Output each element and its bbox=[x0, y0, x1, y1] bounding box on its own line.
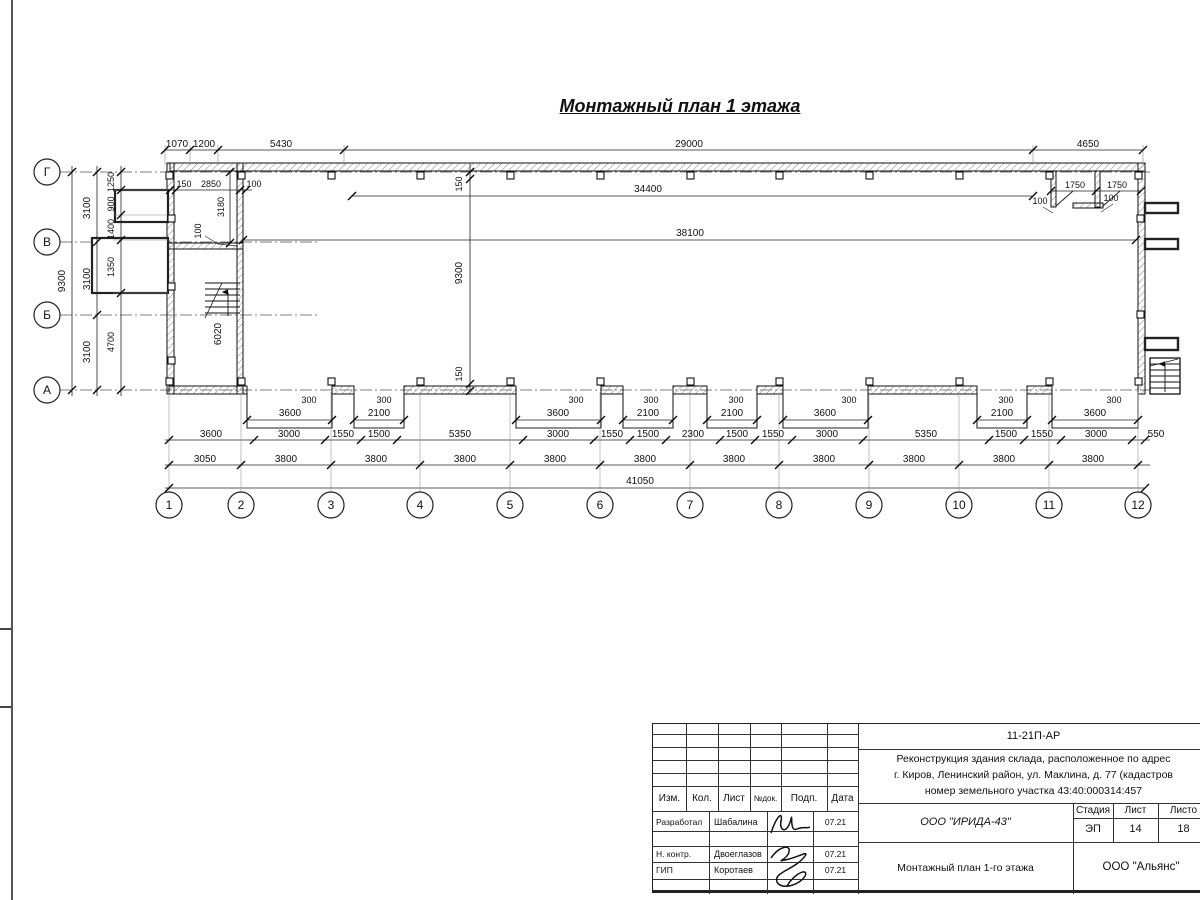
dimension-label: 1550 bbox=[331, 429, 355, 440]
name-gip: Коротаев bbox=[714, 865, 753, 876]
signature-gip bbox=[765, 842, 813, 892]
row-axis-bubble-label: А bbox=[42, 383, 52, 397]
dimension-label: 3100 bbox=[82, 267, 93, 291]
dimension-label: 1500 bbox=[725, 429, 749, 440]
dimension-label: 100 bbox=[193, 223, 203, 239]
dimension-label: 2300 bbox=[681, 429, 705, 440]
dimension-label: 9300 bbox=[57, 269, 68, 293]
dimension-label: 41050 bbox=[626, 476, 654, 487]
dimension-label: 1550 bbox=[600, 429, 624, 440]
dimension-label: 3800 bbox=[812, 454, 836, 465]
dimension-label: 100 bbox=[1103, 193, 1119, 203]
left-dock-blocks bbox=[92, 190, 168, 293]
col-axis-bubble-label: 11 bbox=[1042, 498, 1056, 512]
col-axis-bubble-label: 4 bbox=[416, 498, 424, 512]
dimension-label: 550 bbox=[1147, 429, 1165, 440]
dimension-label: 1500 bbox=[994, 429, 1018, 440]
dimension-label: 1550 bbox=[1030, 429, 1054, 440]
stage-value: ЭП bbox=[1085, 823, 1101, 836]
dimension-label: 2850 bbox=[200, 179, 222, 189]
col-axis-bubble-label: 1 bbox=[165, 498, 173, 512]
date-gip: 07.21 bbox=[824, 865, 847, 876]
col-data: Дата bbox=[831, 792, 854, 804]
dimension-label: 5350 bbox=[914, 429, 938, 440]
col-axis-bubble-label: 12 bbox=[1131, 498, 1145, 512]
col-axis-bubble-label: 9 bbox=[865, 498, 873, 512]
dimension-label: 3000 bbox=[815, 429, 839, 440]
dimension-label: 5350 bbox=[448, 429, 472, 440]
fold-mark bbox=[0, 628, 11, 630]
dimension-label: 1500 bbox=[636, 429, 660, 440]
dimension-label: 300 bbox=[841, 395, 857, 405]
col-axis-bubble-label: 6 bbox=[596, 498, 604, 512]
sheets-value: 18 bbox=[1177, 823, 1190, 836]
dimension-label: 34400 bbox=[634, 184, 662, 195]
project-line-3: номер земельного участка 43:40:000314:457 bbox=[924, 785, 1143, 797]
row-axis-bubble-label: Б bbox=[43, 308, 51, 322]
dimension-label: 300 bbox=[643, 395, 659, 405]
dimension-label: 1400 bbox=[106, 218, 116, 240]
titleblock-company: ООО "Альянс" bbox=[1102, 861, 1180, 874]
dimension-label: 2100 bbox=[636, 408, 660, 419]
dimension-label: 3800 bbox=[633, 454, 657, 465]
dimension-label: 9300 bbox=[454, 261, 465, 285]
dimension-label: 3050 bbox=[193, 454, 217, 465]
col-axis-bubble-label: 5 bbox=[506, 498, 514, 512]
dimension-label: 300 bbox=[301, 395, 317, 405]
dimension-label: 1350 bbox=[106, 256, 116, 278]
role-gip: ГИП bbox=[656, 865, 673, 876]
dimension-label: 100 bbox=[1032, 196, 1048, 206]
dimension-label: 1250 bbox=[106, 171, 116, 193]
dimension-label: 2100 bbox=[367, 408, 391, 419]
col-axis-bubble-label: 8 bbox=[775, 498, 783, 512]
col-ndoc: №док. bbox=[753, 793, 778, 803]
col-axis-bubble-label: 2 bbox=[237, 498, 245, 512]
dimension-label: 3800 bbox=[364, 454, 388, 465]
dimension-label: 1750 bbox=[1064, 180, 1086, 190]
dimension-label: 300 bbox=[728, 395, 744, 405]
dimension-label: 1550 bbox=[761, 429, 785, 440]
dimension-label: 3800 bbox=[274, 454, 298, 465]
dimension-labels bbox=[43, 139, 1165, 512]
titleblock-org: ООО "ИРИДА-43" bbox=[920, 815, 1011, 828]
dimension-label: 3000 bbox=[1084, 429, 1108, 440]
col-axis-bubble-label: 3 bbox=[327, 498, 335, 512]
col-izm: Изм. bbox=[658, 792, 681, 804]
dimension-label: 3600 bbox=[546, 408, 570, 419]
dimension-label: 4650 bbox=[1076, 139, 1100, 150]
dimension-label: 4700 bbox=[106, 331, 116, 353]
col-podp: Подп. bbox=[790, 792, 818, 804]
dimension-label: 3800 bbox=[453, 454, 477, 465]
col-kol: Кол. bbox=[692, 792, 712, 804]
titleblock-sheet-title: Монтажный план 1-го этажа bbox=[897, 861, 1034, 874]
dimension-label: 1750 bbox=[1106, 180, 1128, 190]
titleblock bbox=[652, 723, 1200, 893]
drawing-title: Монтажный план 1 этажа bbox=[559, 96, 801, 116]
project-line-1: Реконструкция здания склада, расположенное по адрес bbox=[896, 753, 1171, 765]
date-developer: 07.21 bbox=[824, 816, 847, 827]
dimension-label: 300 bbox=[568, 395, 584, 405]
sheets-header: Листо bbox=[1169, 804, 1198, 816]
dimension-label: 6020 bbox=[213, 322, 224, 346]
dimension-label: 38100 bbox=[676, 228, 704, 239]
dimension-label: 3800 bbox=[722, 454, 746, 465]
dimension-label: 3600 bbox=[813, 408, 837, 419]
dimension-label: 1200 bbox=[192, 139, 216, 150]
dimension-label: 900 bbox=[106, 196, 116, 212]
dimension-label: 3600 bbox=[199, 429, 223, 440]
role-developer: Разработал bbox=[656, 816, 703, 827]
dimension-label: 150 bbox=[176, 179, 192, 189]
dimension-label: 300 bbox=[376, 395, 392, 405]
project-line-2: г. Киров, Ленинский район, ул. Маклина, д. 77 (кадастров bbox=[893, 769, 1174, 781]
col-list: Лист bbox=[723, 792, 745, 804]
date-ncontrol: 07.21 bbox=[824, 848, 847, 859]
dimension-label: 3800 bbox=[902, 454, 926, 465]
dimension-label: 3800 bbox=[543, 454, 567, 465]
role-ncontrol: Н. контр. bbox=[656, 848, 692, 859]
name-developer: Шабалина bbox=[714, 816, 758, 827]
dimension-label: 300 bbox=[998, 395, 1014, 405]
dimension-label: 3100 bbox=[82, 340, 93, 364]
dimension-label: 3000 bbox=[277, 429, 301, 440]
dimension-label: 3800 bbox=[992, 454, 1016, 465]
row-axis-bubble-label: В bbox=[42, 235, 52, 249]
dimension-label: 150 bbox=[454, 366, 464, 382]
dimension-label: 3600 bbox=[278, 408, 302, 419]
dimension-label: 1500 bbox=[367, 429, 391, 440]
sheet-header: Лист bbox=[1124, 804, 1147, 816]
axis-centerlines bbox=[40, 172, 1150, 390]
fold-mark bbox=[0, 706, 11, 708]
dimension-label: 3100 bbox=[82, 196, 93, 220]
sheet-value: 14 bbox=[1129, 823, 1142, 836]
right-ramp-blocks bbox=[1145, 203, 1178, 350]
internal-stair bbox=[205, 283, 240, 318]
dimension-label: 3000 bbox=[546, 429, 570, 440]
dimension-label: 5430 bbox=[269, 139, 293, 150]
name-ncontrol: Двоеглазов bbox=[714, 848, 762, 859]
dimension-label: 3600 bbox=[1083, 408, 1107, 419]
row-axis-bubble-label: Г bbox=[43, 165, 51, 179]
walls bbox=[167, 163, 1145, 394]
dimension-label: 2100 bbox=[990, 408, 1014, 419]
dimension-label: 300 bbox=[1106, 395, 1122, 405]
external-stair bbox=[1150, 358, 1180, 394]
dimension-label: 100 bbox=[246, 179, 262, 189]
titleblock-doc-number: 11-21П-АР bbox=[1006, 729, 1061, 742]
stage-header: Стадия bbox=[1075, 804, 1111, 816]
col-axis-bubble-label: 10 bbox=[952, 498, 966, 512]
col-axis-bubble-label: 7 bbox=[686, 498, 694, 512]
dimension-label: 3180 bbox=[216, 196, 226, 218]
dimension-label: 29000 bbox=[675, 139, 703, 150]
dimension-label: 3800 bbox=[1081, 454, 1105, 465]
dimension-label: 2100 bbox=[720, 408, 744, 419]
dimension-label: 150 bbox=[454, 176, 464, 192]
dimension-label: 1070 bbox=[165, 139, 189, 150]
